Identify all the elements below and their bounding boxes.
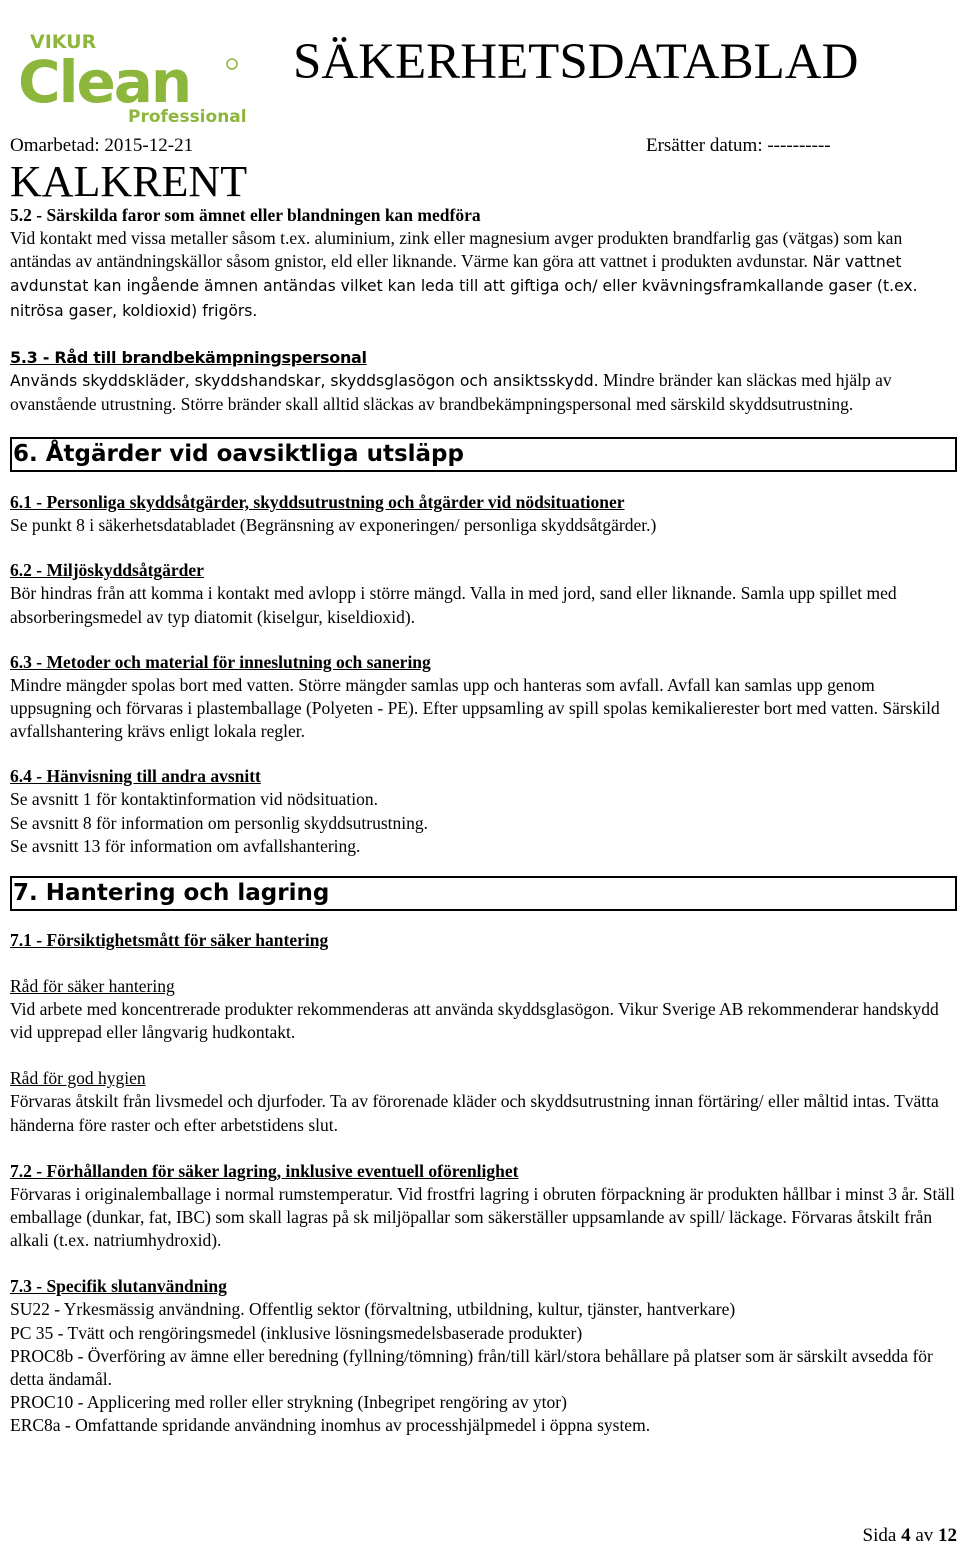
section-7-1-sub-hygiene: Råd för god hygien bbox=[10, 1068, 146, 1089]
page-number bbox=[863, 1525, 957, 1547]
document-title: SÄKERHETSDATABLAD bbox=[293, 34, 859, 90]
document-body bbox=[10, 204, 955, 1438]
section-7-3-line-2: PC 35 - Tvätt och rengöringsmedel (inklusive lösningsmedelsbaserade produkter) bbox=[10, 1322, 583, 1343]
section-7-3-line-5: ERC8a - Omfattande spridande användning inomhus av processhjälpmedel i öppna system. bbox=[10, 1415, 651, 1436]
section-6-2-text: Bör hindras från att komma i kontakt med avlopp i större mängd. Valla in med jord, sand eller liknande. Samla upp spillet med absorberingsmedel av typ diatomit (kiselgur, kiseldioxid). bbox=[10, 583, 897, 627]
section-7-1 bbox=[10, 929, 955, 1137]
section-6-1-heading: 6.1 - Personliga skyddsåtgärder, skyddsutrustning och åtgärder vid nödsituationer bbox=[10, 492, 625, 513]
section-5-3-heading: 5.3 - Råd till brandbekämpningspersonal bbox=[10, 347, 367, 367]
section-6-2-heading: 6.2 - Miljöskyddsåtgärder bbox=[10, 560, 204, 581]
section-5-3-text-part1: Används skyddskläder, skyddshandskar, skyddsglasögon och ansiktsskydd. bbox=[10, 371, 599, 390]
logo-clean-text: Clean bbox=[18, 48, 191, 116]
section-5-2-text bbox=[10, 227, 955, 323]
section-5-2-text-part2: När vattnet avdunstat kan ingående ämnen antändas vilket kan leda till att giftiga och/ eller kvävningsframkallande gaser (t.ex. nitrösa gaser, koldioxid) frigörs. bbox=[10, 253, 918, 320]
section-7-1-sub-safe-handling: Råd för säker hantering bbox=[10, 976, 175, 997]
logo-graphic bbox=[10, 18, 255, 133]
replaces-date: Ersätter datum: ---------- bbox=[646, 135, 831, 156]
logo-vikur-text: VIKUR bbox=[30, 31, 97, 53]
section-5-3 bbox=[10, 346, 955, 416]
revised-date: Omarbetad: 2015-12-21 bbox=[10, 135, 194, 156]
section-5-2 bbox=[10, 204, 955, 323]
section-6-4-heading: 6.4 - Hänvisning till andra avsnitt bbox=[10, 766, 261, 787]
section-6-1 bbox=[10, 491, 955, 537]
section-6-4-line-1: Se avsnitt 1 för kontaktinformation vid nödsituation. bbox=[10, 789, 378, 810]
section-6-1-text: Se punkt 8 i säkerhetsdatabladet (Begränsning av exponeringen/ personliga skyddsåtgärder.) bbox=[10, 515, 657, 536]
section-7-1-text-2: Förvaras åtskilt från livsmedel och djurfoder. Ta av förorenade kläder och skyddsutrustning innan förtäring/ eller måltid intas. Tvätta händerna före raster och efter arbetstidens slut. bbox=[10, 1091, 939, 1135]
section-6-4 bbox=[10, 765, 955, 858]
section-7-1-text-1: Vid arbete med koncentrerade produkter rekommenderas att använda skyddsglasögon. Vikur Sverige AB rekommenderar handskydd vid upprepad eller långvarig hudkontakt. bbox=[10, 999, 939, 1043]
page-number-middle: av bbox=[915, 1525, 934, 1546]
section-6-3 bbox=[10, 651, 955, 744]
section-6-4-line-3: Se avsnitt 13 för information om avfallshantering. bbox=[10, 835, 361, 856]
registered-mark-icon bbox=[227, 59, 237, 69]
logo-professional-text: Professional bbox=[128, 107, 247, 127]
page-number-current: 4 bbox=[901, 1525, 911, 1546]
product-name: KALKRENT bbox=[10, 157, 248, 206]
section-7-2-text: Förvaras i originalemballage i normal rumstemperatur. Vid frostfri lagring i obruten förpackning är produkten hållbar i minst 3 år. Ställ emballage (dunkar, fat, IBC) som skall lagras på sk miljöpallar som säkerställer uppsamlande av spill/ läckage. Förvaras åtskilt från alkali (t.ex. natriumhydroxid). bbox=[10, 1183, 955, 1251]
section-7-3-line-3: PROC8b - Överföring av ämne eller beredning (fyllning/tömning) från/till kärl/stora behållare på platser som är särskilt avsedda för detta ändamål. bbox=[10, 1345, 933, 1390]
section-5-3-text-part2: Mindre bränder kan släckas med hjälp av ovanstående utrustning. Större bränder skall alltid släckas av brandbekämpningspersonal med särskild skyddsutrustning. bbox=[10, 369, 892, 415]
section-6-3-text: Mindre mängder spolas bort med vatten. Större mängder samlas upp och hanteras som avfall. Avfall kan samlas upp genom uppsugning och förvaras i plastemballage (Polyeten - PE). Efter uppsamling av spill spolas kemikalierester bort med vatten. Särskild avfallshantering krävs enligt lokala regler. bbox=[10, 674, 940, 742]
section-6-4-line-2: Se avsnitt 8 för information om personlig skyddsutrustning. bbox=[10, 812, 429, 833]
section-6-3-heading: 6.3 - Metoder och material för inneslutning och sanering bbox=[10, 651, 431, 672]
section-5-2-text-part1: Vid kontakt med vissa metaller såsom t.ex. aluminium, zink eller magnesium avger produkten brandfarlig gas (vätgas) som kan antändas av antändningskällor såsom gnistor, eld eller liknande. Värme kan göra att vattnet i produkten avdunstar. bbox=[10, 228, 903, 272]
section-5-2-heading: 5.2 - Särskilda faror som ämnet eller blandningen kan medföra bbox=[10, 205, 481, 225]
section-7-2-heading: 7.2 - Förhållanden för säker lagring, inklusive eventuell oförenlighet bbox=[10, 1160, 519, 1181]
section-7-3-line-4: PROC10 - Applicering med roller eller strykning (Inbegripet rengöring av ytor) bbox=[10, 1392, 567, 1413]
vikur-clean-logo bbox=[10, 18, 255, 133]
page-number-prefix: Sida bbox=[862, 1525, 897, 1546]
section-7-3 bbox=[10, 1275, 955, 1437]
section-6-title: 6. Åtgärder vid oavsiktliga utsläpp bbox=[10, 437, 957, 472]
page-number-total: 12 bbox=[938, 1525, 957, 1546]
section-7-1-heading: 7.1 - Försiktighetsmått för säker hantering bbox=[10, 930, 329, 951]
section-7-3-line-1: SU22 - Yrkesmässig användning. Offentlig sektor (förvaltning, utbildning, kultur, tjänster, hantverkare) bbox=[10, 1299, 736, 1320]
section-7-title: 7. Hantering och lagring bbox=[10, 876, 957, 911]
section-7-2 bbox=[10, 1160, 955, 1253]
section-6-2 bbox=[10, 559, 955, 628]
section-5-3-text bbox=[10, 369, 955, 416]
section-7-3-heading: 7.3 - Specifik slutanvändning bbox=[10, 1276, 227, 1297]
